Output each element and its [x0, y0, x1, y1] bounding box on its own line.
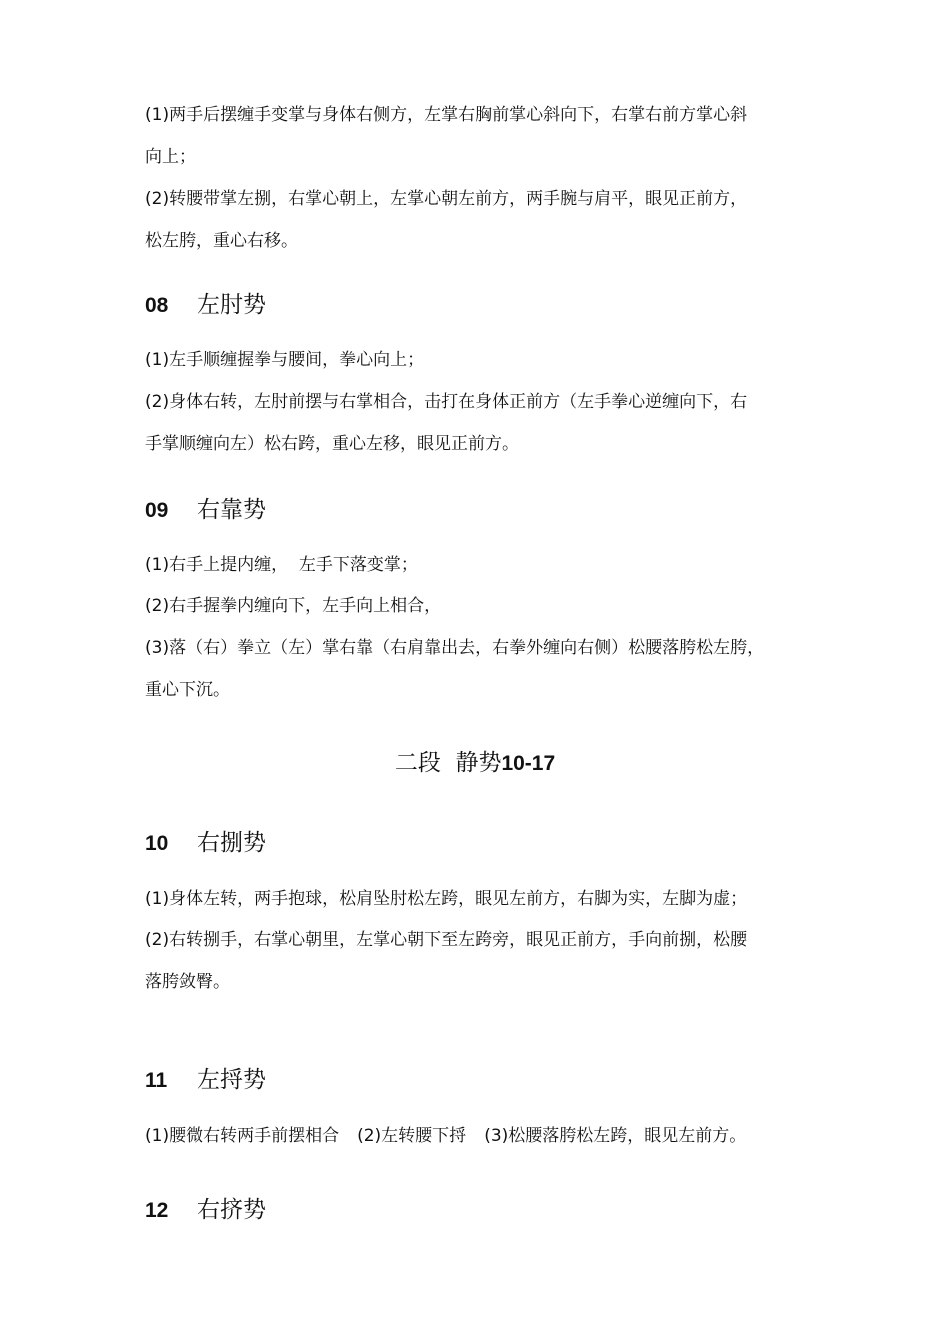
paragraph-07-step2	[145, 178, 815, 262]
heading-title: 右捌势	[197, 830, 266, 856]
heading-08	[145, 287, 266, 323]
paragraph-08-step2	[145, 381, 815, 465]
step-3-text: (3)松腰落胯松左跨，眼见左前方。	[484, 1126, 747, 1146]
heading-09	[145, 492, 266, 528]
heading-12	[145, 1192, 266, 1228]
heading-10	[145, 825, 266, 861]
text-line: (1)身体左转，两手抱球，松肩坠肘松左跨，眼见左前方，右脚为实，左脚为虚；	[145, 889, 748, 909]
section-title-text: 二段 静势	[394, 750, 502, 776]
paragraph-11	[145, 1115, 815, 1157]
step-1-text: (1)腰微右转两手前摆相合	[145, 1126, 340, 1146]
paragraph-10-step2	[145, 919, 815, 1003]
heading-title: 右靠势	[197, 497, 266, 523]
heading-title: 右挤势	[197, 1197, 266, 1223]
paragraph-09-step3	[145, 627, 815, 711]
step-2-text: (2)左转腰下捋	[357, 1126, 467, 1146]
heading-title: 左捋势	[197, 1067, 266, 1093]
text-line: (1)左手顺缠握拳与腰间，拳心向上；	[145, 350, 425, 370]
section-title	[0, 746, 950, 781]
text-line	[145, 1115, 815, 1157]
text-line: 松左胯，重心右移。	[145, 231, 298, 251]
heading-11	[145, 1062, 266, 1098]
heading-number: 11	[145, 1069, 168, 1092]
heading-number: 12	[145, 1199, 169, 1222]
text-line: 手掌顺缠向左）松右跨，重心左移，眼见正前方。	[145, 434, 519, 454]
heading-number: 10	[145, 832, 169, 855]
text-line: 落胯敛臀。	[145, 972, 230, 992]
text-line: 重心下沉。	[145, 680, 230, 700]
text-line: (2)右手握拳内缠向下，左手向上相合，	[145, 596, 442, 616]
paragraph-08-step1	[145, 339, 815, 381]
text-line: (2)右转捌手，右掌心朝里，左掌心朝下至左跨旁，眼见正前方，手向前捌，松腰	[145, 930, 748, 950]
text-line: (1)两手后摆缠手变掌与身体右侧方，左掌右胸前掌心斜向下，右掌右前方掌心斜	[145, 105, 748, 125]
text-line: 向上；	[145, 147, 196, 167]
text-line: (1)右手上提内缠， 左手下落变掌；	[145, 555, 418, 575]
text-line: (2)转腰带掌左捌，右掌心朝上，左掌心朝左前方，两手腕与肩平，眼见正前方，	[145, 189, 748, 209]
heading-number: 08	[145, 294, 169, 317]
heading-title: 左肘势	[197, 292, 266, 318]
paragraph-09-step2	[145, 585, 815, 627]
section-title-range: 10-17	[501, 752, 556, 775]
paragraph-07-step1	[145, 94, 815, 178]
paragraph-10-step1	[145, 878, 815, 920]
paragraph-09-step1	[145, 544, 815, 586]
text-line: (3)落（右）拳立（左）掌右靠（右肩靠出去，右拳外缠向右侧）松腰落胯松左胯，	[145, 638, 765, 658]
heading-number: 09	[145, 499, 169, 522]
text-line: (2)身体右转，左肘前摆与右掌相合，击打在身体正前方（左手拳心逆缠向下，右	[145, 392, 748, 412]
